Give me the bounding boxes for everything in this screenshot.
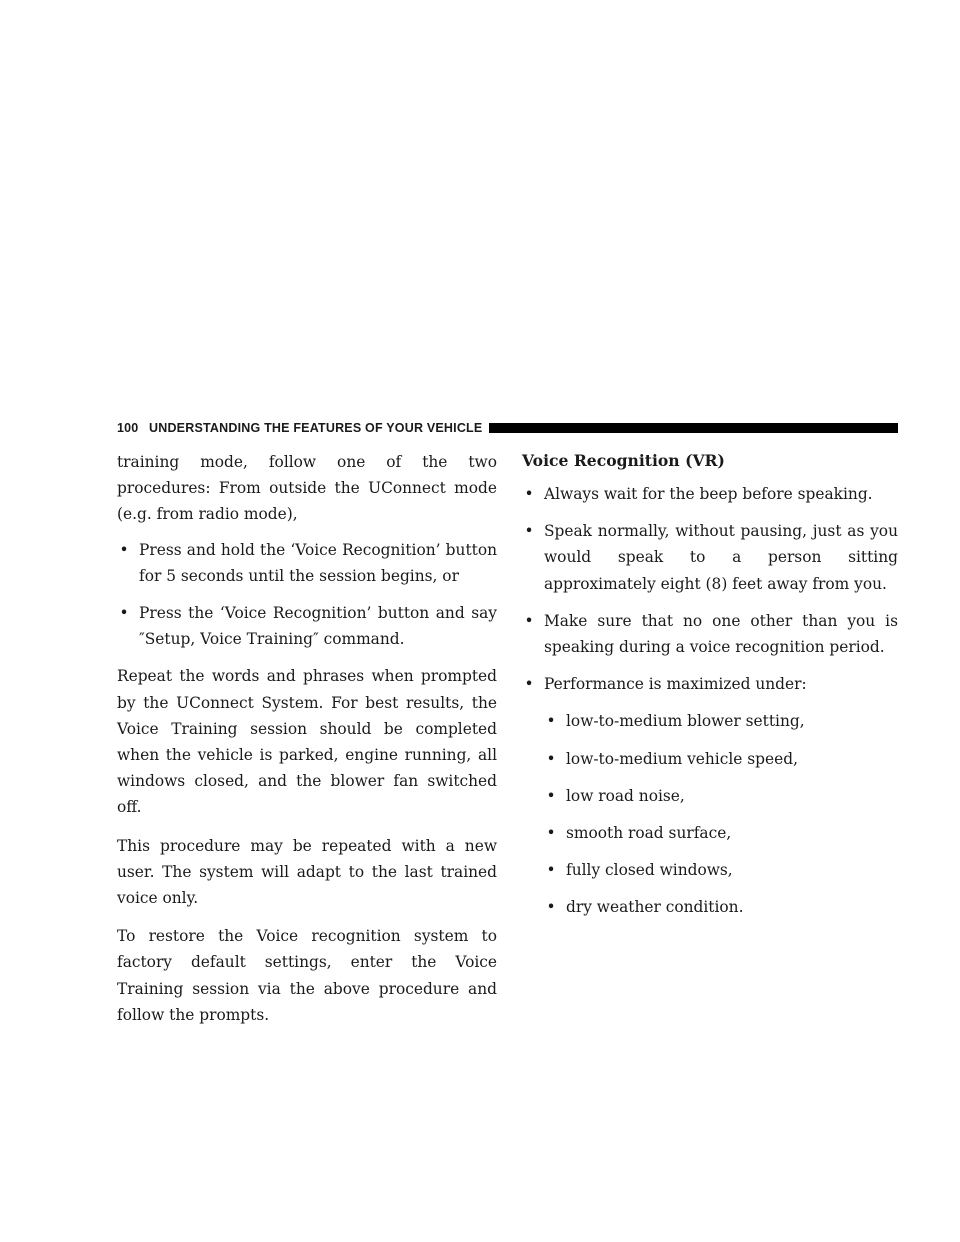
- right-column: [522, 449, 898, 932]
- list-item-text: Press the ‘Voice Recognition’ button and say ″Setup, Voice Training″ command.: [139, 604, 497, 649]
- sub-list-item-text: low-to-medium vehicle speed,: [566, 749, 798, 768]
- list-item-text: Performance is maximized under:: [544, 675, 807, 694]
- sub-list-item: [544, 857, 898, 883]
- sub-list-item: [544, 783, 898, 809]
- bullet-icon: •: [524, 611, 534, 630]
- sub-list-item-text: low road noise,: [566, 786, 685, 805]
- list-item: [117, 600, 497, 652]
- sub-list: [522, 708, 898, 920]
- bullet-icon: •: [546, 786, 556, 805]
- page-number: 100: [117, 421, 139, 435]
- bullet-icon: •: [524, 485, 534, 503]
- list-item: [522, 671, 898, 697]
- sub-list-item: [544, 746, 898, 772]
- list-item: [117, 537, 497, 589]
- bullet-icon: •: [546, 824, 556, 843]
- sub-list-item-text: smooth road surface,: [566, 824, 732, 843]
- bullet-icon: •: [546, 861, 556, 880]
- sub-list-item: [544, 820, 898, 846]
- left-column: [117, 449, 497, 1040]
- bullet-icon: •: [546, 898, 556, 917]
- list-item-text: Press and hold the ‘Voice Recognition’ button for 5 seconds until the session begins, or: [139, 540, 497, 585]
- list-item: [522, 518, 898, 597]
- sub-list-item: [544, 894, 898, 920]
- bullet-icon: •: [119, 540, 129, 559]
- page-header: [117, 420, 898, 436]
- sub-list-item-text: low-to-medium blower setting,: [566, 712, 805, 731]
- list-item: [522, 608, 898, 660]
- intro-paragraph: training mode, follow one of the two procedures: From outside the UConnect mode (e.g. from radio mode),: [117, 453, 497, 524]
- header-rule: [489, 423, 898, 433]
- bullet-icon: •: [546, 749, 556, 768]
- sub-list-item-text: fully closed windows,: [566, 861, 733, 880]
- section-title: UNDERSTANDING THE FEATURES OF YOUR VEHICLE: [149, 421, 483, 435]
- bullet-icon: •: [524, 522, 534, 541]
- body-paragraph: To restore the Voice recognition system to factory default settings, enter the Voice Training session via the above procedure and follow the prompts.: [117, 927, 497, 1024]
- list-item: [522, 481, 898, 507]
- bullet-icon: •: [546, 712, 556, 731]
- list-item-text: Make sure that no one other than you is speaking during a voice recognition period.: [544, 611, 898, 657]
- bullet-icon: •: [524, 675, 534, 694]
- body-paragraph: This procedure may be repeated with a new user. The system will adapt to the last trained voice only.: [117, 836, 497, 908]
- body-paragraph: Repeat the words and phrases when prompted by the UConnect System. For best results, the Voice Training session should be completed when the vehicle is parked, engine running, all windows closed, and the blower fan switched off.: [117, 667, 497, 817]
- bullet-icon: •: [119, 604, 129, 623]
- section-heading: Voice Recognition (VR): [522, 451, 725, 470]
- sub-list-item: [544, 708, 898, 734]
- list-item-text: Always wait for the beep before speaking.: [544, 485, 873, 503]
- sub-list-item-text: dry weather condition.: [566, 898, 744, 917]
- list-item-text: Speak normally, without pausing, just as you would speak to a person sitting approximately eight (8) feet away from you.: [544, 522, 898, 593]
